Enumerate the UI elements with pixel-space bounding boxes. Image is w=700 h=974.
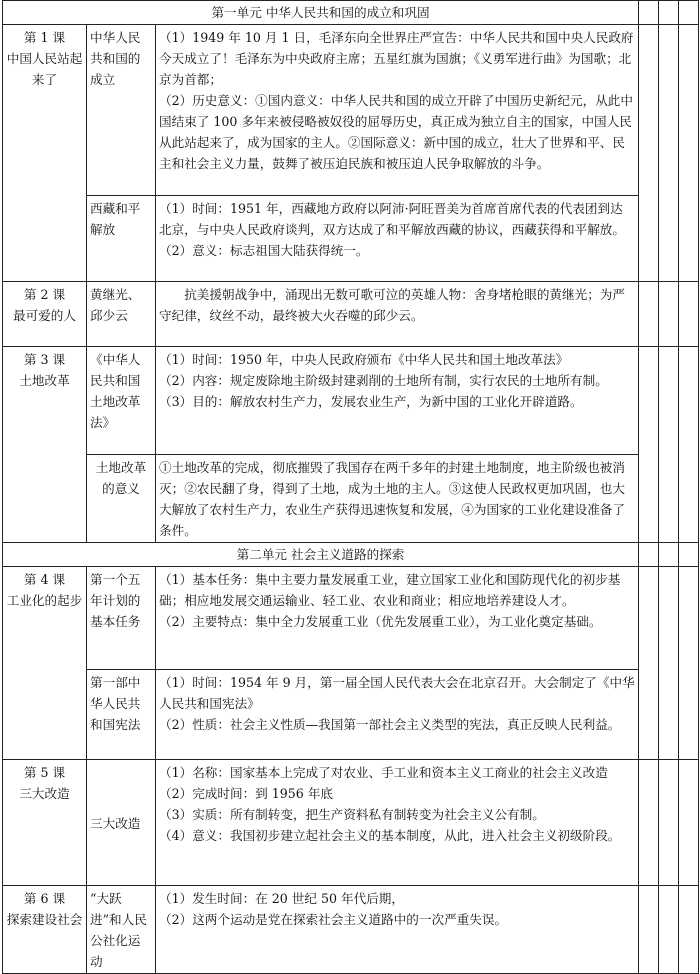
extra-cell <box>659 543 679 567</box>
lesson-1-row-1 <box>3 25 699 196</box>
extra-cell <box>659 1 679 25</box>
content-line: （1）1949 年 10 月 1 日，毛泽东向全世界庄严宣告：中华人民共和国中央人民政府今天成立了！毛泽东为中央政府主席；五星红旗为国旗；《义勇军进行曲》为国歌；北京为首都； <box>159 30 634 87</box>
extra-cell <box>679 886 699 974</box>
extra-cell <box>659 282 679 347</box>
lesson-2-topic: 黄继光、邱少云 <box>87 282 156 347</box>
extra-cell <box>659 25 679 282</box>
extra-cell <box>639 347 659 543</box>
content-line: 抗美援朝战争中，涌现出无数可歌可泣的英雄人物：舍身堵枪眼的黄继光；为严守纪律，纹丝不动，最终被大火吞噬的邱少云。 <box>159 287 625 323</box>
lesson-4-title: 第 4 课 工业化的起步 <box>3 567 87 760</box>
content-line: （2）主要特点：集中全力发展重工业（优先发展重工业），为工业化奠定基础。 <box>159 614 602 629</box>
lesson-2-title: 第 2 课 最可爱的人 <box>3 282 87 347</box>
unit-1-title: 第一单元 中华人民共和国的成立和巩固 <box>3 1 639 25</box>
extra-cell <box>659 347 679 543</box>
content-line: （3）实质：所有制转变，把生产资料私有制转变为社会主义公有制。 <box>159 807 545 822</box>
lesson-4-topic-2-content <box>156 670 639 760</box>
extra-cell <box>639 25 659 282</box>
content-line: （4）意义：我国初步建立起社会主义的基本制度，从此，进入社会主义初级阶段。 <box>159 828 621 843</box>
extra-cell <box>659 886 679 974</box>
lesson-3-topic-2: 土地改革的意义 <box>87 455 156 543</box>
lesson-6-topic: “大跃进”和人民公社化运动 <box>87 886 156 974</box>
content-line: （1）时间：1954 年 9 月，第一届全国人民代表大会在北京召开。大会制定了《中华人民共和国宪法》 <box>159 675 635 711</box>
lesson-2-content <box>156 282 639 347</box>
lesson-3-title: 第 3 课 土地改革 <box>3 347 87 543</box>
extra-cell <box>639 886 659 974</box>
extra-cell <box>679 543 699 567</box>
extra-cell <box>679 347 699 543</box>
lesson-3-row-2 <box>3 455 699 543</box>
lesson-5-topic: 三大改造 <box>87 760 156 886</box>
unit-1-row <box>3 1 699 25</box>
lesson-5-content <box>156 760 639 886</box>
content-line: （2）内容：规定废除地主阶级封建剥削的土地所有制，实行农民的土地所有制。 <box>159 373 608 388</box>
extra-cell <box>659 567 679 760</box>
content-line: （1）名称：国家基本上完成了对农业、手工业和资本主义工商业的社会主义改造 <box>159 765 608 780</box>
extra-cell <box>679 1 699 25</box>
lesson-5-row <box>3 760 699 886</box>
lesson-1-topic-2: 西藏和平解放 <box>87 196 156 282</box>
extra-cell <box>639 1 659 25</box>
extra-cell <box>679 567 699 760</box>
content-line: （2）性质：社会主义性质—我国第一部社会主义类型的宪法，真正反映人民利益。 <box>159 717 621 732</box>
extra-cell <box>639 282 659 347</box>
lesson-3-topic-2-content <box>156 455 639 543</box>
lesson-3-topic-1-content <box>156 347 639 455</box>
lesson-4-topic-2: 第一部中华人民共和国宪法 <box>87 670 156 760</box>
lesson-6-content <box>156 886 639 974</box>
content-line: （3）目的：解放农村生产力，发展农业生产，为新中国的工业化开辟道路。 <box>159 394 583 409</box>
lesson-1-topic-1: 中华人民共和国的成立 <box>87 25 156 196</box>
lesson-3-row-1 <box>3 347 699 455</box>
content-line: （2）意义：标志祖国大陆获得统一。 <box>159 243 369 258</box>
content-line: （2）完成时间：到 1956 年底 <box>159 786 334 801</box>
lesson-1-topic-2-content <box>156 196 639 282</box>
extra-cell <box>639 543 659 567</box>
extra-cell <box>679 282 699 347</box>
content-line: （1）发生时间：在 20 世纪 50 年代后期， <box>159 891 404 906</box>
lesson-1-row-2 <box>3 196 699 282</box>
unit-2-title: 第二单元 社会主义道路的探索 <box>3 543 639 567</box>
extra-cell <box>639 567 659 760</box>
lesson-3-topic-1: 《中华人民共和国土地改革法》 <box>87 347 156 455</box>
content-line: （2）历史意义：①国内意义：中华人民共和国的成立开辟了中国历史新纪元，从此中国结束了 100 多年来被侵略被奴役的屈辱历史，真正成为独立自主的国家，中国人民从此站起来了，成为国家的主人。②国际意义：新中国的成立，壮大了世界和平、民主和社会主义力量，鼓舞了被压迫民族和被压迫人民争取解放的斗争。 <box>159 93 633 171</box>
extra-cell <box>639 760 659 886</box>
lesson-4-topic-1-content <box>156 567 639 670</box>
lesson-1-title: 第 1 课 中国人民站起来了 <box>3 25 87 282</box>
lesson-6-row <box>3 886 699 974</box>
content-line: （1）基本任务：集中主要力量发展重工业，建立国家工业化和国防现代化的初步基础；相应地发展交通运输业、轻工业、农业和商业；相应地培养建设人才。 <box>159 572 621 608</box>
extra-cell <box>659 760 679 886</box>
extra-cell <box>679 25 699 282</box>
content-line: ①土地改革的完成，彻底摧毁了我国存在两千多年的封建土地制度，地主阶级也被消灭；②农民翻了身，得到了土地，成为土地的主人。③这使人民政权更加巩固，也大大解放了农村生产力，农业生产获得迅速恢复和发展，④为国家的工业化建设准备了条件。 <box>159 460 625 538</box>
lesson-2-row <box>3 282 699 347</box>
lesson-4-topic-1: 第一个五年计划的基本任务 <box>87 567 156 670</box>
extra-cell <box>679 760 699 886</box>
content-line: （1）时间：1951 年，西藏地方政府以阿沛·阿旺晋美为首席首席代表的代表团到达北京，与中央人民政府谈判，双方达成了和平解放西藏的协议，西藏获得和平解放。 <box>159 201 625 237</box>
lesson-4-row-1 <box>3 567 699 670</box>
unit-2-row <box>3 543 699 567</box>
history-summary-table <box>2 0 699 974</box>
lesson-1-topic-1-content <box>156 25 639 196</box>
lesson-5-title: 第 5 课 三大改造 <box>3 760 87 886</box>
lesson-4-row-2 <box>3 670 699 760</box>
content-line: （2）这两个运动是党在探索社会主义道路中的一次严重失误。 <box>159 912 508 927</box>
content-line: （1）时间：1950 年，中央人民政府颁布《中华人民共和国土地改革法》 <box>159 352 569 367</box>
lesson-6-title: 第 6 课 探索建设社会 <box>3 886 87 974</box>
